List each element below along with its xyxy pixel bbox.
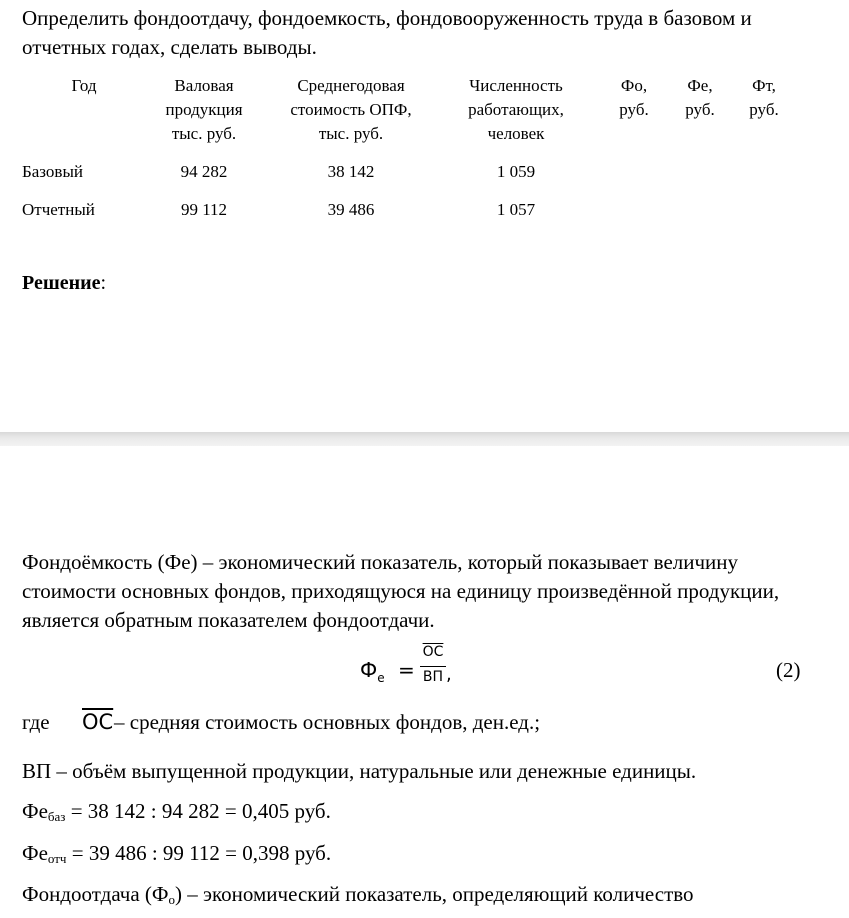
equation-number: (2) — [776, 658, 801, 682]
calc-report: $Фе_{отч} = 39$ 486 : 99 112 = 0,398 руб. — [22, 841, 332, 866]
row-gross: 94 282 — [180, 162, 228, 181]
definition-paragraph: Фондоёмкость (Фе) – экономический показатель, который показывает величину стоимости основных фондов, приходящуюся на единицу произведённой продукции, является обратным показателем фондоотдачи. — [22, 550, 780, 632]
where-text: – средняя стоимость основных фондов, ден.ед.; — [114, 710, 541, 734]
header-ft: Фт, руб. — [749, 76, 779, 119]
where-label: где — [22, 710, 50, 734]
page-separator — [0, 432, 849, 446]
formula-equals: = — [398, 658, 415, 682]
os-symbol: ОС — [82, 710, 114, 734]
header-gross-output: Валовая продукция тыс. руб. — [165, 76, 243, 143]
vp-definition: ВП – объём выпущенной продукции, натуральные или денежные единицы. — [22, 759, 697, 783]
row-opf: 38 142 — [327, 162, 375, 181]
table-row — [0, 160, 849, 184]
row-opf: 39 486 — [327, 200, 375, 219]
header-fo: Фо, руб. — [619, 76, 649, 119]
row-gross: 99 112 — [180, 200, 228, 219]
formula-numerator: ОС — [422, 644, 444, 660]
formula — [360, 644, 480, 694]
formula-denominator: ВП — [422, 669, 444, 685]
header-avg-opf-cost: Среднегодовая стоимость ОПФ, тыс. руб. — [290, 76, 412, 143]
task-text: Определить фондоотдачу, фондоемкость, фондовооруженность труда в базовом и отчетных годах, сделать выводы. — [22, 6, 752, 59]
solution-heading: Решение: — [22, 272, 107, 294]
page-1 — [0, 0, 849, 432]
table-row — [0, 198, 849, 222]
formula-comma: , — [446, 664, 452, 685]
row-workers: 1 059 — [496, 162, 536, 181]
header-fe: Фе, руб. — [685, 76, 715, 119]
header-workers: Численность работающих, человек — [468, 76, 564, 143]
fo-definition: Фондоотдача $(Ф_о)$ – экономический показатель, определяющий количество — [22, 882, 694, 907]
header-year: Год — [71, 76, 97, 95]
row-year: Базовый — [22, 162, 83, 181]
fraction-bar — [420, 666, 446, 667]
formula-lhs: $Ф_е$ — [360, 658, 385, 685]
row-workers: 1 057 — [496, 200, 536, 219]
row-year: Отчетный — [22, 200, 95, 219]
calc-base: $Фе_{баз} = 38$ 142 : 94 282 = 0,405 руб. — [22, 799, 331, 824]
